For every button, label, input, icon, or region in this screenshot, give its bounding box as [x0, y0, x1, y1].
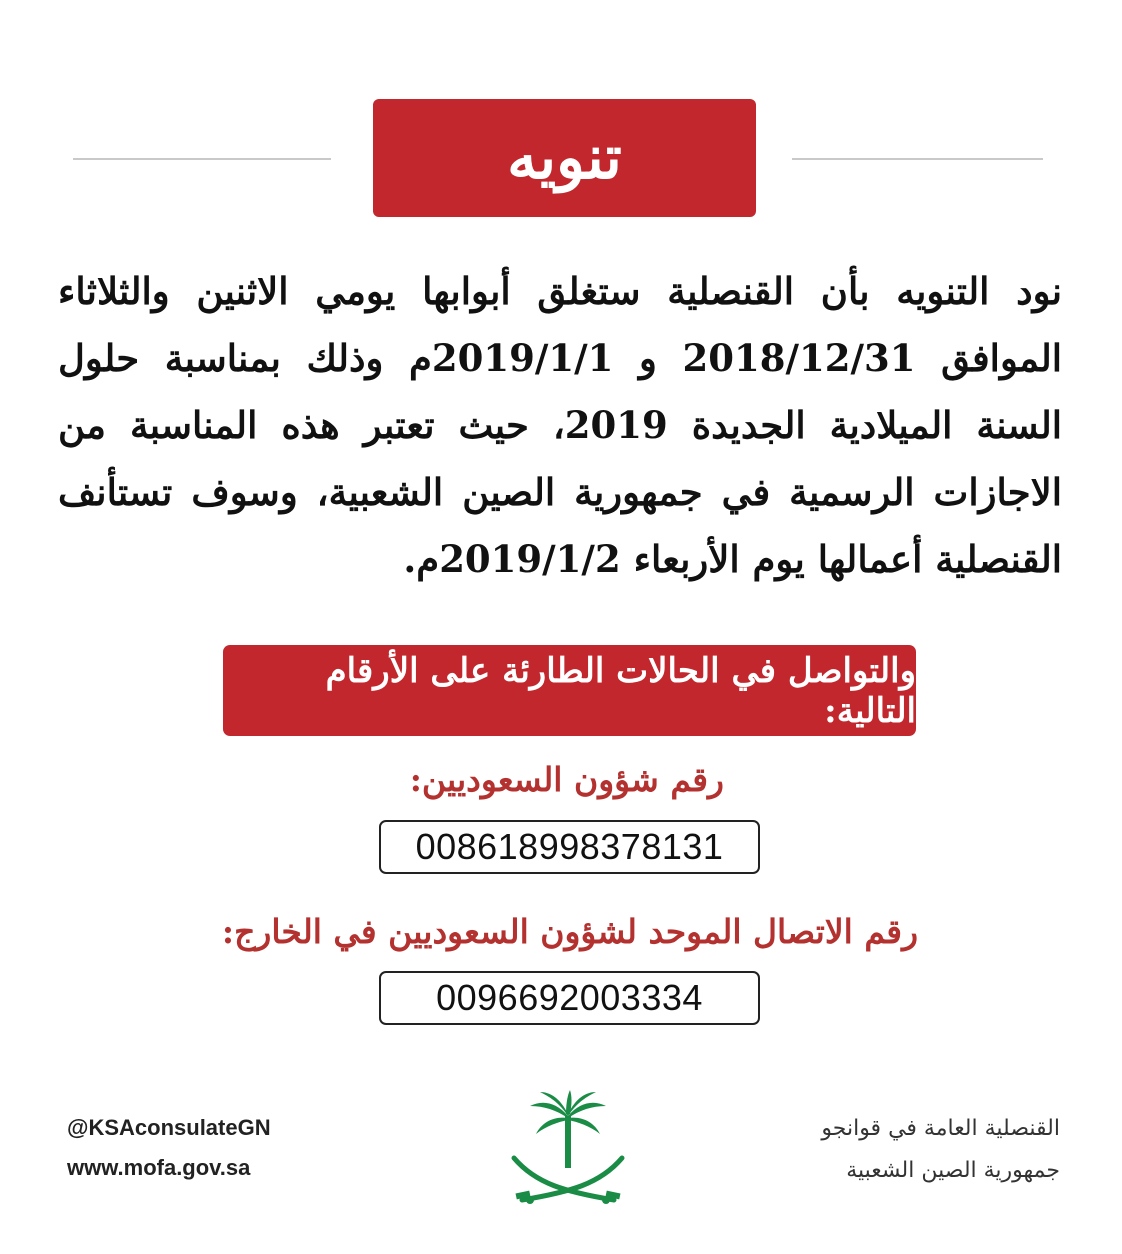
saudi-affairs-label: رقم شؤون السعوديين: [409, 760, 724, 799]
saudi-emblem-icon [506, 1088, 630, 1210]
footer-links [67, 1108, 271, 1188]
notice-body: نود التنويه بأن القنصلية ستغلق أبوابها يومي الاثنين والثلاثاء الموافق 2018/12/31 و 2019/1/1م وذلك بمناسبة حلول السنة الميلادية الجديدة 2019، حيث تعتبر هذه المناسبة من الاجازات الرسمية في جمهورية الصين الشعبية، وسوف تستأنف القنصلية أعمالها يوم الأربعاء 2019/1/2م. [58, 269, 1062, 581]
twitter-handle-link[interactable]: @KSAconsulateGN [67, 1115, 271, 1140]
saudi-affairs-number[interactable]: 008618998378131 [379, 820, 760, 874]
website-link[interactable]: www.mofa.gov.sa [67, 1155, 251, 1180]
consulate-name: القنصلية العامة في قوانجو [821, 1116, 1060, 1141]
title-rule-left [73, 158, 331, 160]
consulate-signature [821, 1108, 1060, 1192]
emergency-contact-banner: والتواصل في الحالات الطارئة على الأرقام التالية: [223, 645, 916, 736]
unified-number[interactable]: 0096692003334 [379, 971, 760, 1025]
unified-number-label: رقم الاتصال الموحد لشؤون السعوديين في الخارج: [221, 912, 918, 951]
notice-title: تنويه [373, 99, 756, 217]
title-rule-right [792, 158, 1043, 160]
country-name: جمهورية الصين الشعبية [846, 1158, 1060, 1183]
